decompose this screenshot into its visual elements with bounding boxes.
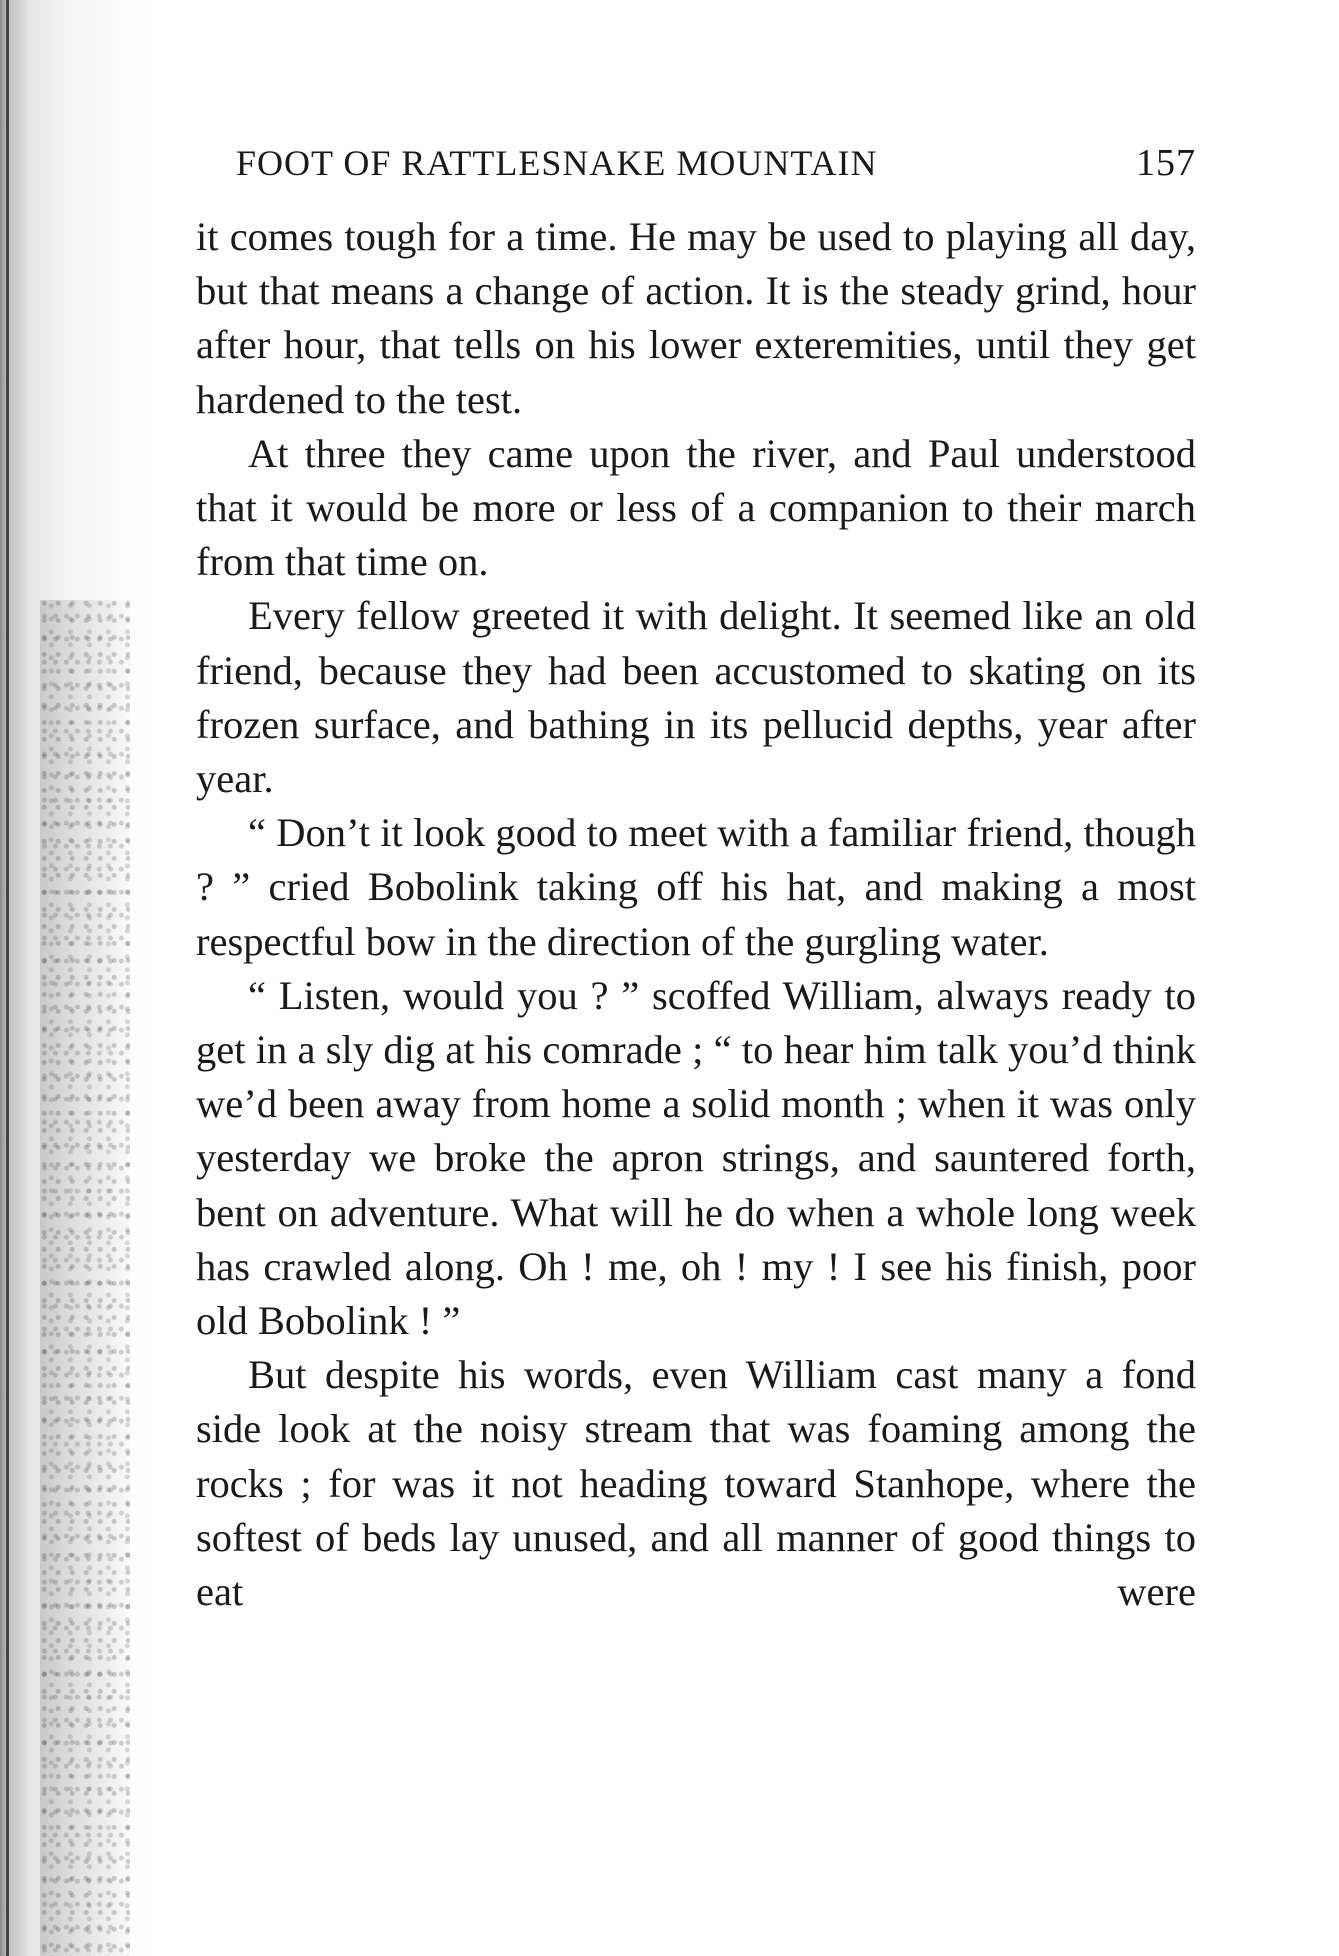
paragraph-2: At three they came upon the river, and Paul understood that it would be more or less of a companion to their march from that time on. [196, 430, 1196, 585]
paragraph-6: But despite his words, even William cast many a fond side look at the noisy stream that was foaming among the rocks ; for was it not heading toward Stanhope, where the softest of beds lay unused, and all manner of good things to eat were [196, 1352, 1196, 1615]
book-page [196, 138, 1196, 1619]
paragraph-1: it comes tough for a time. He may be used to playing all day, but that means a change of action. It is the steady grind, hour after hour, that tells on his lower exteremities, until they get hardened to the test. [196, 214, 1196, 422]
paragraph-5: “ Listen, would you ? ” scoffed William, always ready to get in a sly dig at his comrade ; “ to hear him talk you’d think we’d been away from home a solid month ; when it was only yesterday we broke the apron strings, and sauntered forth, bent on adventure. What will he do when a whole long week has crawled along. Oh ! me, oh ! my ! I see his finish, poor old Bobolink ! ” [196, 972, 1196, 1344]
paragraph-4: “ Don’t it look good to meet with a familiar friend, though ? ” cried Bobolink taking off his hat, and making a most respectful bow in the direction of the gurgling water. [196, 810, 1196, 964]
paragraph-3: Every fellow greeted it with delight. It seemed like an old friend, because they had been accustomed to skating on its frozen surface, and bathing in its pellucid depths, year after year. [196, 593, 1196, 802]
scan-speckle [40, 600, 130, 1956]
binding-edge [6, 0, 9, 1956]
running-head [236, 138, 1196, 188]
running-head-title: FOOT OF RATTLESNAKE MOUNTAIN [236, 143, 878, 183]
page-number: 157 [1136, 142, 1196, 184]
